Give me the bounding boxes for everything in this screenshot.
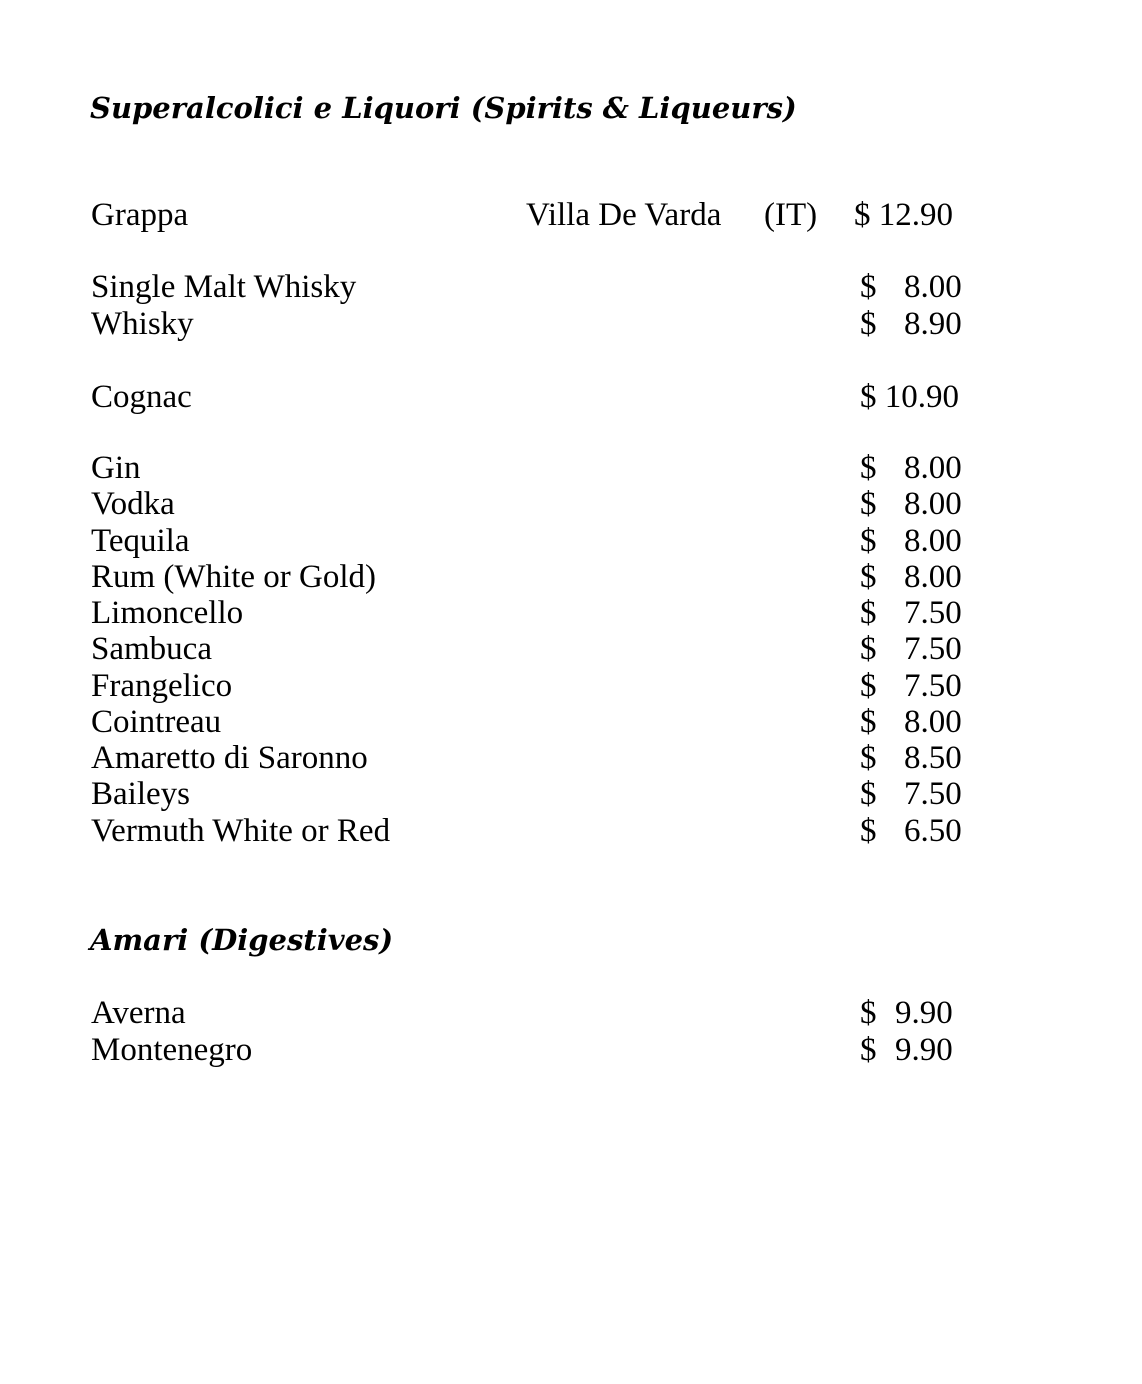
item-currency: $: [860, 486, 877, 522]
item-currency: $: [860, 306, 877, 342]
item-price: 8.00: [904, 486, 962, 522]
item-price: 7.50: [904, 595, 962, 631]
item-price: 7.50: [904, 776, 962, 812]
item-currency: $: [860, 995, 877, 1031]
item-name: Amaretto di Saronno: [91, 740, 368, 776]
item-name: Averna: [91, 995, 186, 1031]
item-name: Rum (White or Gold): [91, 559, 377, 595]
item-name: Grappa: [91, 197, 189, 233]
item-price: 8.00: [904, 523, 962, 559]
item-name: Gin: [91, 450, 141, 486]
item-name: Montenegro: [91, 1032, 253, 1068]
item-price: 8.00: [904, 450, 962, 486]
item-currency: $: [860, 740, 877, 776]
item-price: 9.90: [895, 1032, 953, 1068]
item-name: Vodka: [91, 486, 175, 522]
item-currency: $: [860, 813, 877, 849]
item-currency: $: [860, 704, 877, 740]
item-name: Vermuth White or Red: [91, 813, 391, 849]
item-currency: $: [860, 523, 877, 559]
item-price: 7.50: [904, 668, 962, 704]
item-producer: Villa De Varda: [526, 197, 722, 233]
item-name: Cointreau: [91, 704, 222, 740]
item-price: 6.50: [904, 813, 962, 849]
section-title-amari: Amari (Digestives): [90, 923, 394, 957]
item-currency: $: [860, 668, 877, 704]
item-price: 9.90: [895, 995, 953, 1031]
item-name: Tequila: [91, 523, 190, 559]
item-currency: $: [860, 631, 877, 667]
item-price: 8.00: [904, 559, 962, 595]
item-price: $ 12.90: [854, 197, 953, 233]
item-price: 7.50: [904, 631, 962, 667]
section-title-spirits: Superalcolici e Liquori (Spirits & Liqueurs): [90, 91, 797, 125]
item-name: Single Malt Whisky: [91, 269, 357, 305]
item-currency: $: [860, 559, 877, 595]
item-name: Cognac: [91, 379, 192, 415]
item-currency: $: [860, 595, 877, 631]
item-price: 8.50: [904, 740, 962, 776]
item-name: Sambuca: [91, 631, 212, 667]
item-price: $ 10.90: [860, 379, 959, 415]
item-name: Limoncello: [91, 595, 244, 631]
item-name: Baileys: [91, 776, 190, 812]
item-name: Frangelico: [91, 668, 233, 704]
item-origin: (IT): [764, 197, 818, 233]
item-price: 8.90: [904, 306, 962, 342]
item-name: Whisky: [91, 306, 194, 342]
item-currency: $: [860, 269, 877, 305]
item-price: 8.00: [904, 704, 962, 740]
item-currency: $: [860, 450, 877, 486]
item-price: 8.00: [904, 269, 962, 305]
item-currency: $: [860, 776, 877, 812]
item-currency: $: [860, 1032, 877, 1068]
